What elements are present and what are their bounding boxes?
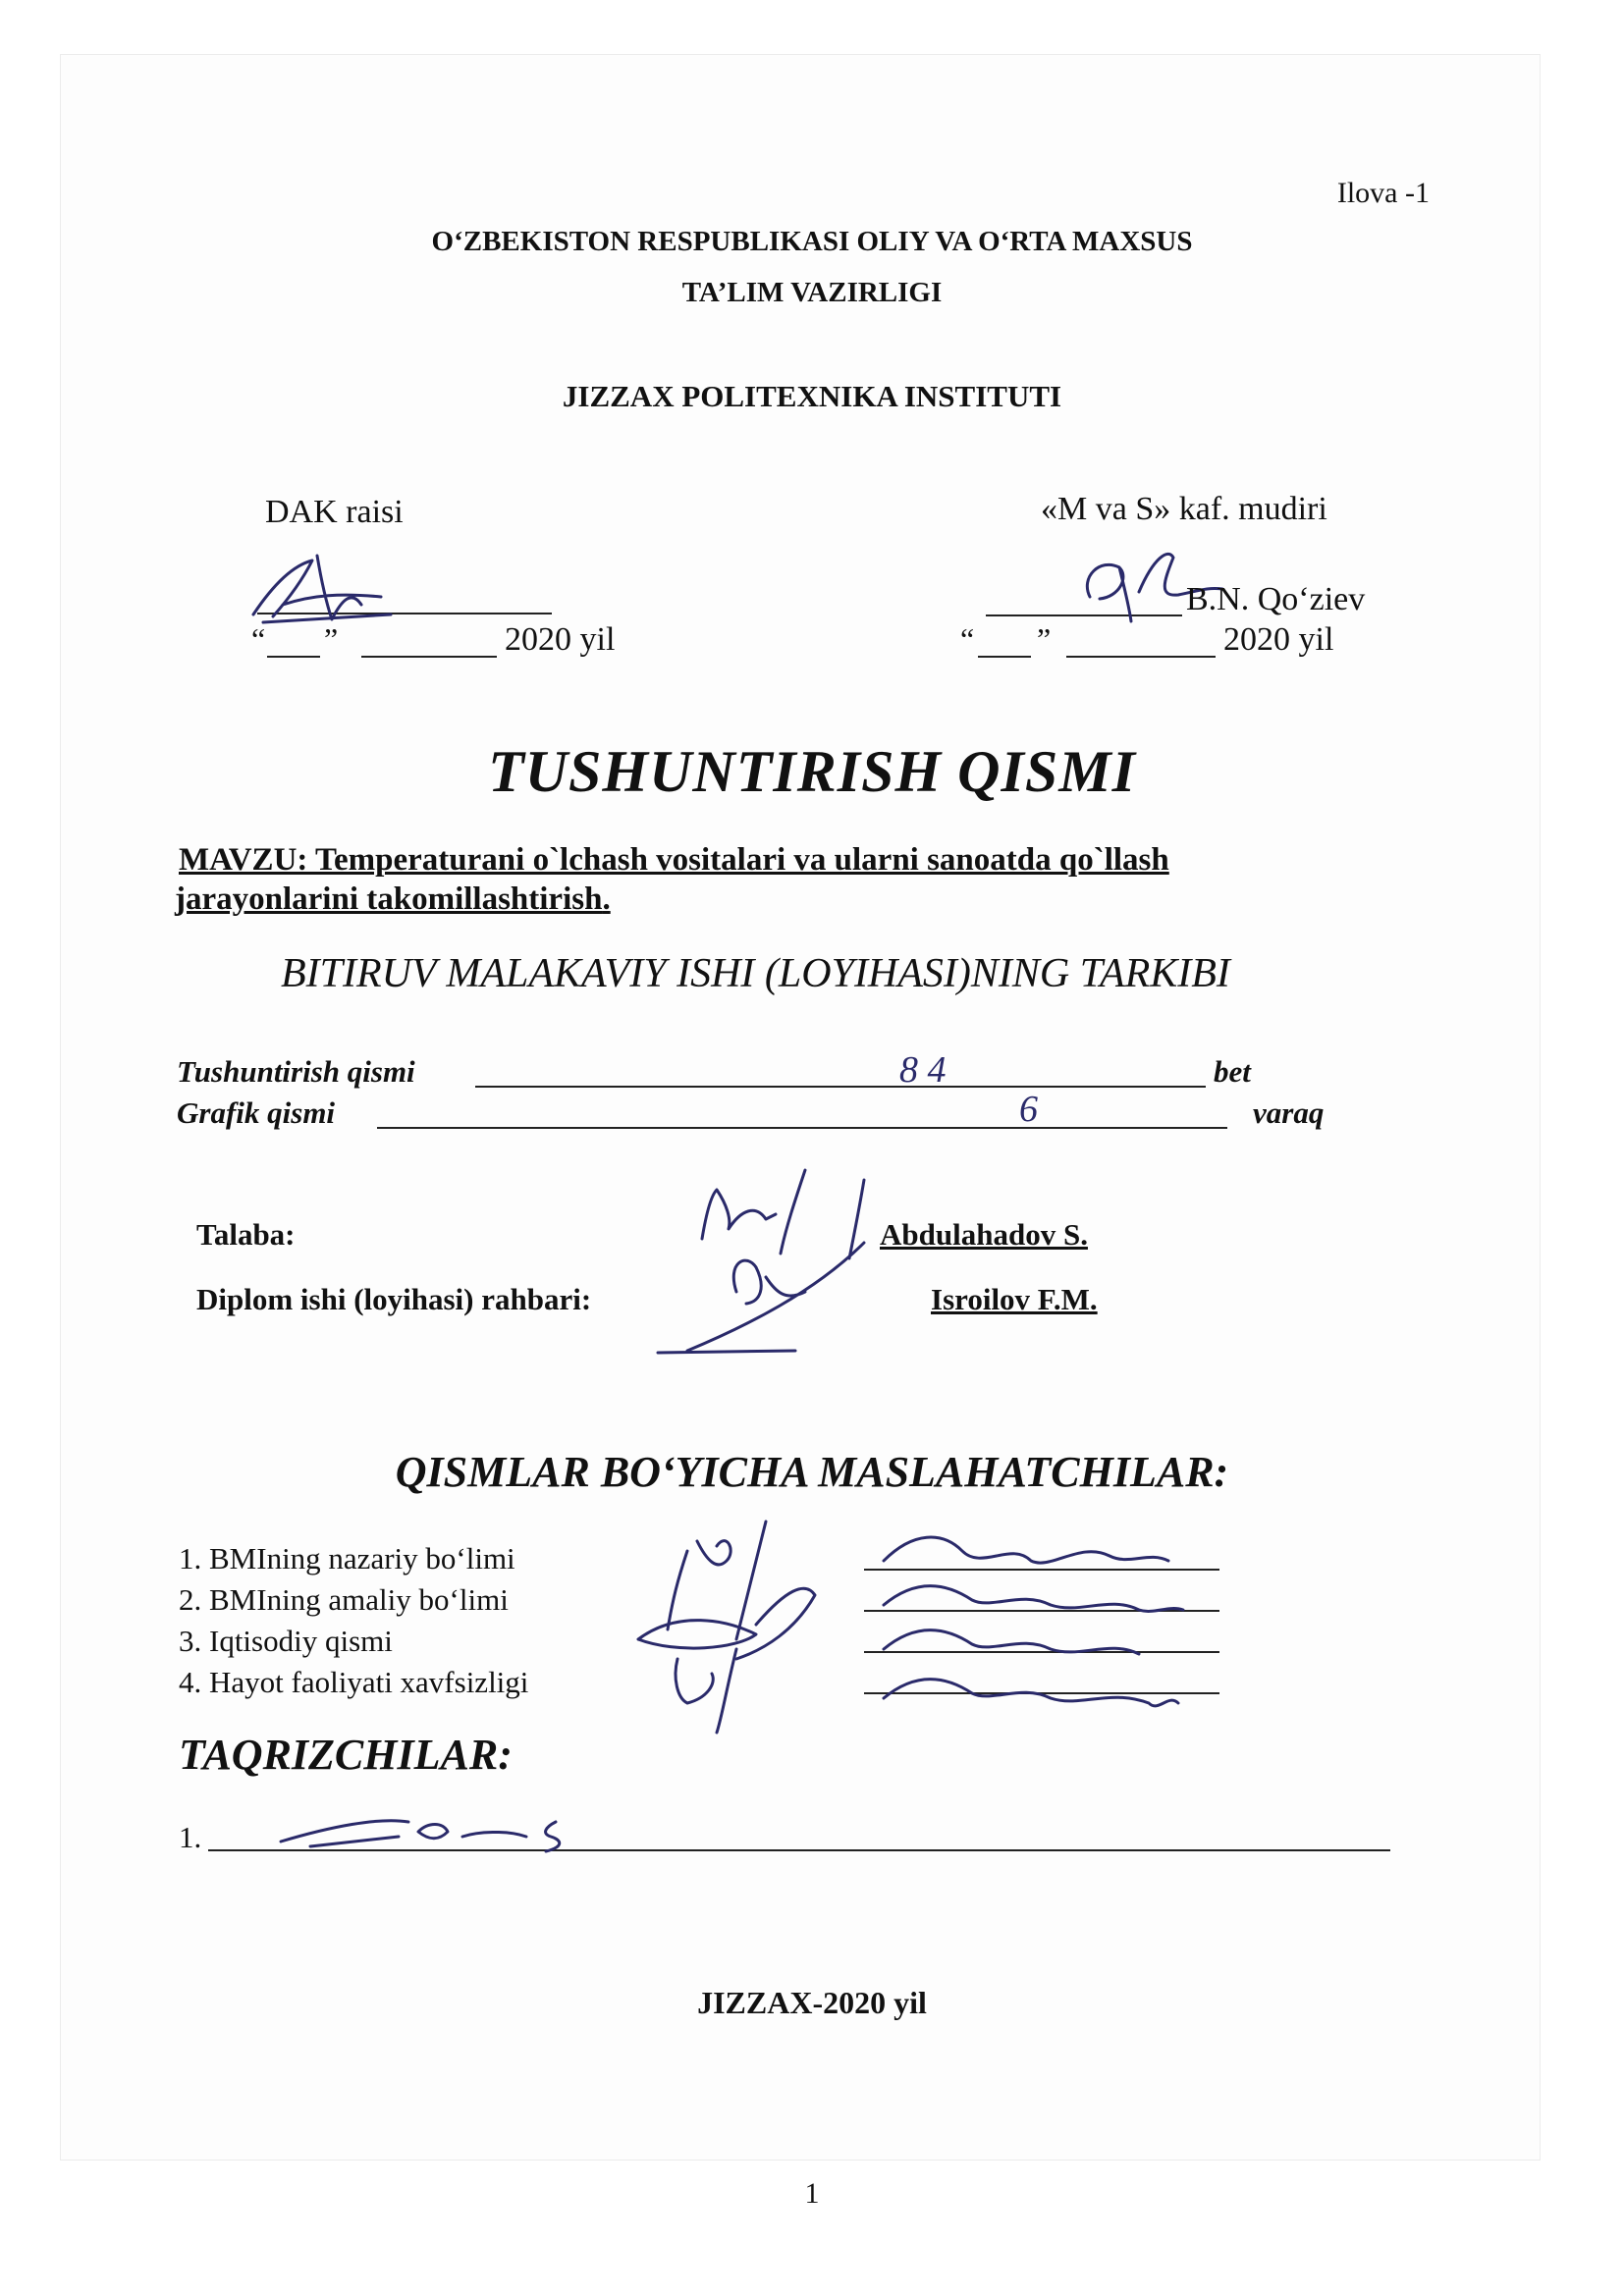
composition-heading: BITIRUV MALAKAVIY ISHI (LOYIHASI)NING TARKIBI xyxy=(281,951,1230,996)
page-number: 1 xyxy=(804,2177,820,2210)
graphic-sheet-count: 6 xyxy=(1019,1089,1038,1130)
department-head-name: B.N. Qo‘ziev xyxy=(1186,581,1366,617)
left-day-line xyxy=(267,656,320,658)
right-date-close-quote: ” xyxy=(1037,621,1052,657)
left-date-open-quote: “ xyxy=(251,621,266,657)
explanatory-page-count: 8 4 xyxy=(899,1049,947,1091)
reviewer-signature xyxy=(271,1802,585,1861)
reviewers-heading: TAQRIZCHILAR: xyxy=(179,1731,513,1779)
consultant-item-1: 1. BMIning nazariy bo‘limi xyxy=(179,1541,515,1575)
supervisor-signature xyxy=(648,1233,903,1361)
department-head-title: «M va S» kaf. mudiri xyxy=(1041,491,1327,527)
graphic-unit: varaq xyxy=(1253,1095,1325,1130)
supervisor-label: Diplom ishi (loyihasi) rahbari: xyxy=(196,1282,592,1316)
left-month-line xyxy=(361,656,497,658)
left-year: 2020 yil xyxy=(505,621,616,658)
right-year: 2020 yil xyxy=(1223,621,1334,658)
dak-chair-title: DAK raisi xyxy=(265,494,404,530)
ministry-line-1: O‘ZBEKISTON RESPUBLIKASI OLIY VA O‘RTA MAXSUS xyxy=(431,226,1193,257)
consultant-item-4: 4. Hayot faoliyati xavfsizligi xyxy=(179,1665,529,1699)
right-day-line xyxy=(978,656,1031,658)
left-date-close-quote: ” xyxy=(324,621,339,657)
student-label: Talaba: xyxy=(196,1217,296,1252)
consultants-heading: QISMLAR BO‘YICHA MASLAHATCHILAR: xyxy=(395,1448,1229,1496)
right-month-line xyxy=(1066,656,1216,658)
consultant-signatures xyxy=(619,1502,1247,1737)
institute-name: JIZZAX POLITEXNIKA INSTITUTI xyxy=(562,379,1062,413)
reviewer-item-1: 1. xyxy=(179,1820,202,1854)
topic-line-1: MAVZU: Temperaturani o`lchash vositalari va ularni sanoatda qo`llash xyxy=(179,842,1169,878)
document-title: TUSHUNTIRISH QISMI xyxy=(488,739,1136,804)
student-name: Abdulahadov S. xyxy=(880,1217,1088,1252)
supervisor-name: Isroilov F.M. xyxy=(931,1282,1098,1316)
graphic-part-line xyxy=(377,1127,1227,1129)
annex-label: Ilova -1 xyxy=(1336,177,1430,209)
consultant-item-2: 2. BMIning amaliy bo‘limi xyxy=(179,1582,509,1617)
city-year: JIZZAX-2020 yil xyxy=(697,1985,927,2020)
explanatory-unit: bet xyxy=(1214,1054,1251,1089)
explanatory-part-label: Tushuntirish qismi xyxy=(177,1054,415,1089)
consultant-item-3: 3. Iqtisodiy qismi xyxy=(179,1624,393,1658)
explanatory-part-line xyxy=(475,1086,1206,1088)
topic-line-2: jarayonlarini takomillashtirish. xyxy=(175,881,611,917)
graphic-part-label: Grafik qismi xyxy=(177,1095,336,1130)
right-date-open-quote: “ xyxy=(960,621,975,657)
ministry-line-2: TA’LIM VAZIRLIGI xyxy=(681,277,943,308)
